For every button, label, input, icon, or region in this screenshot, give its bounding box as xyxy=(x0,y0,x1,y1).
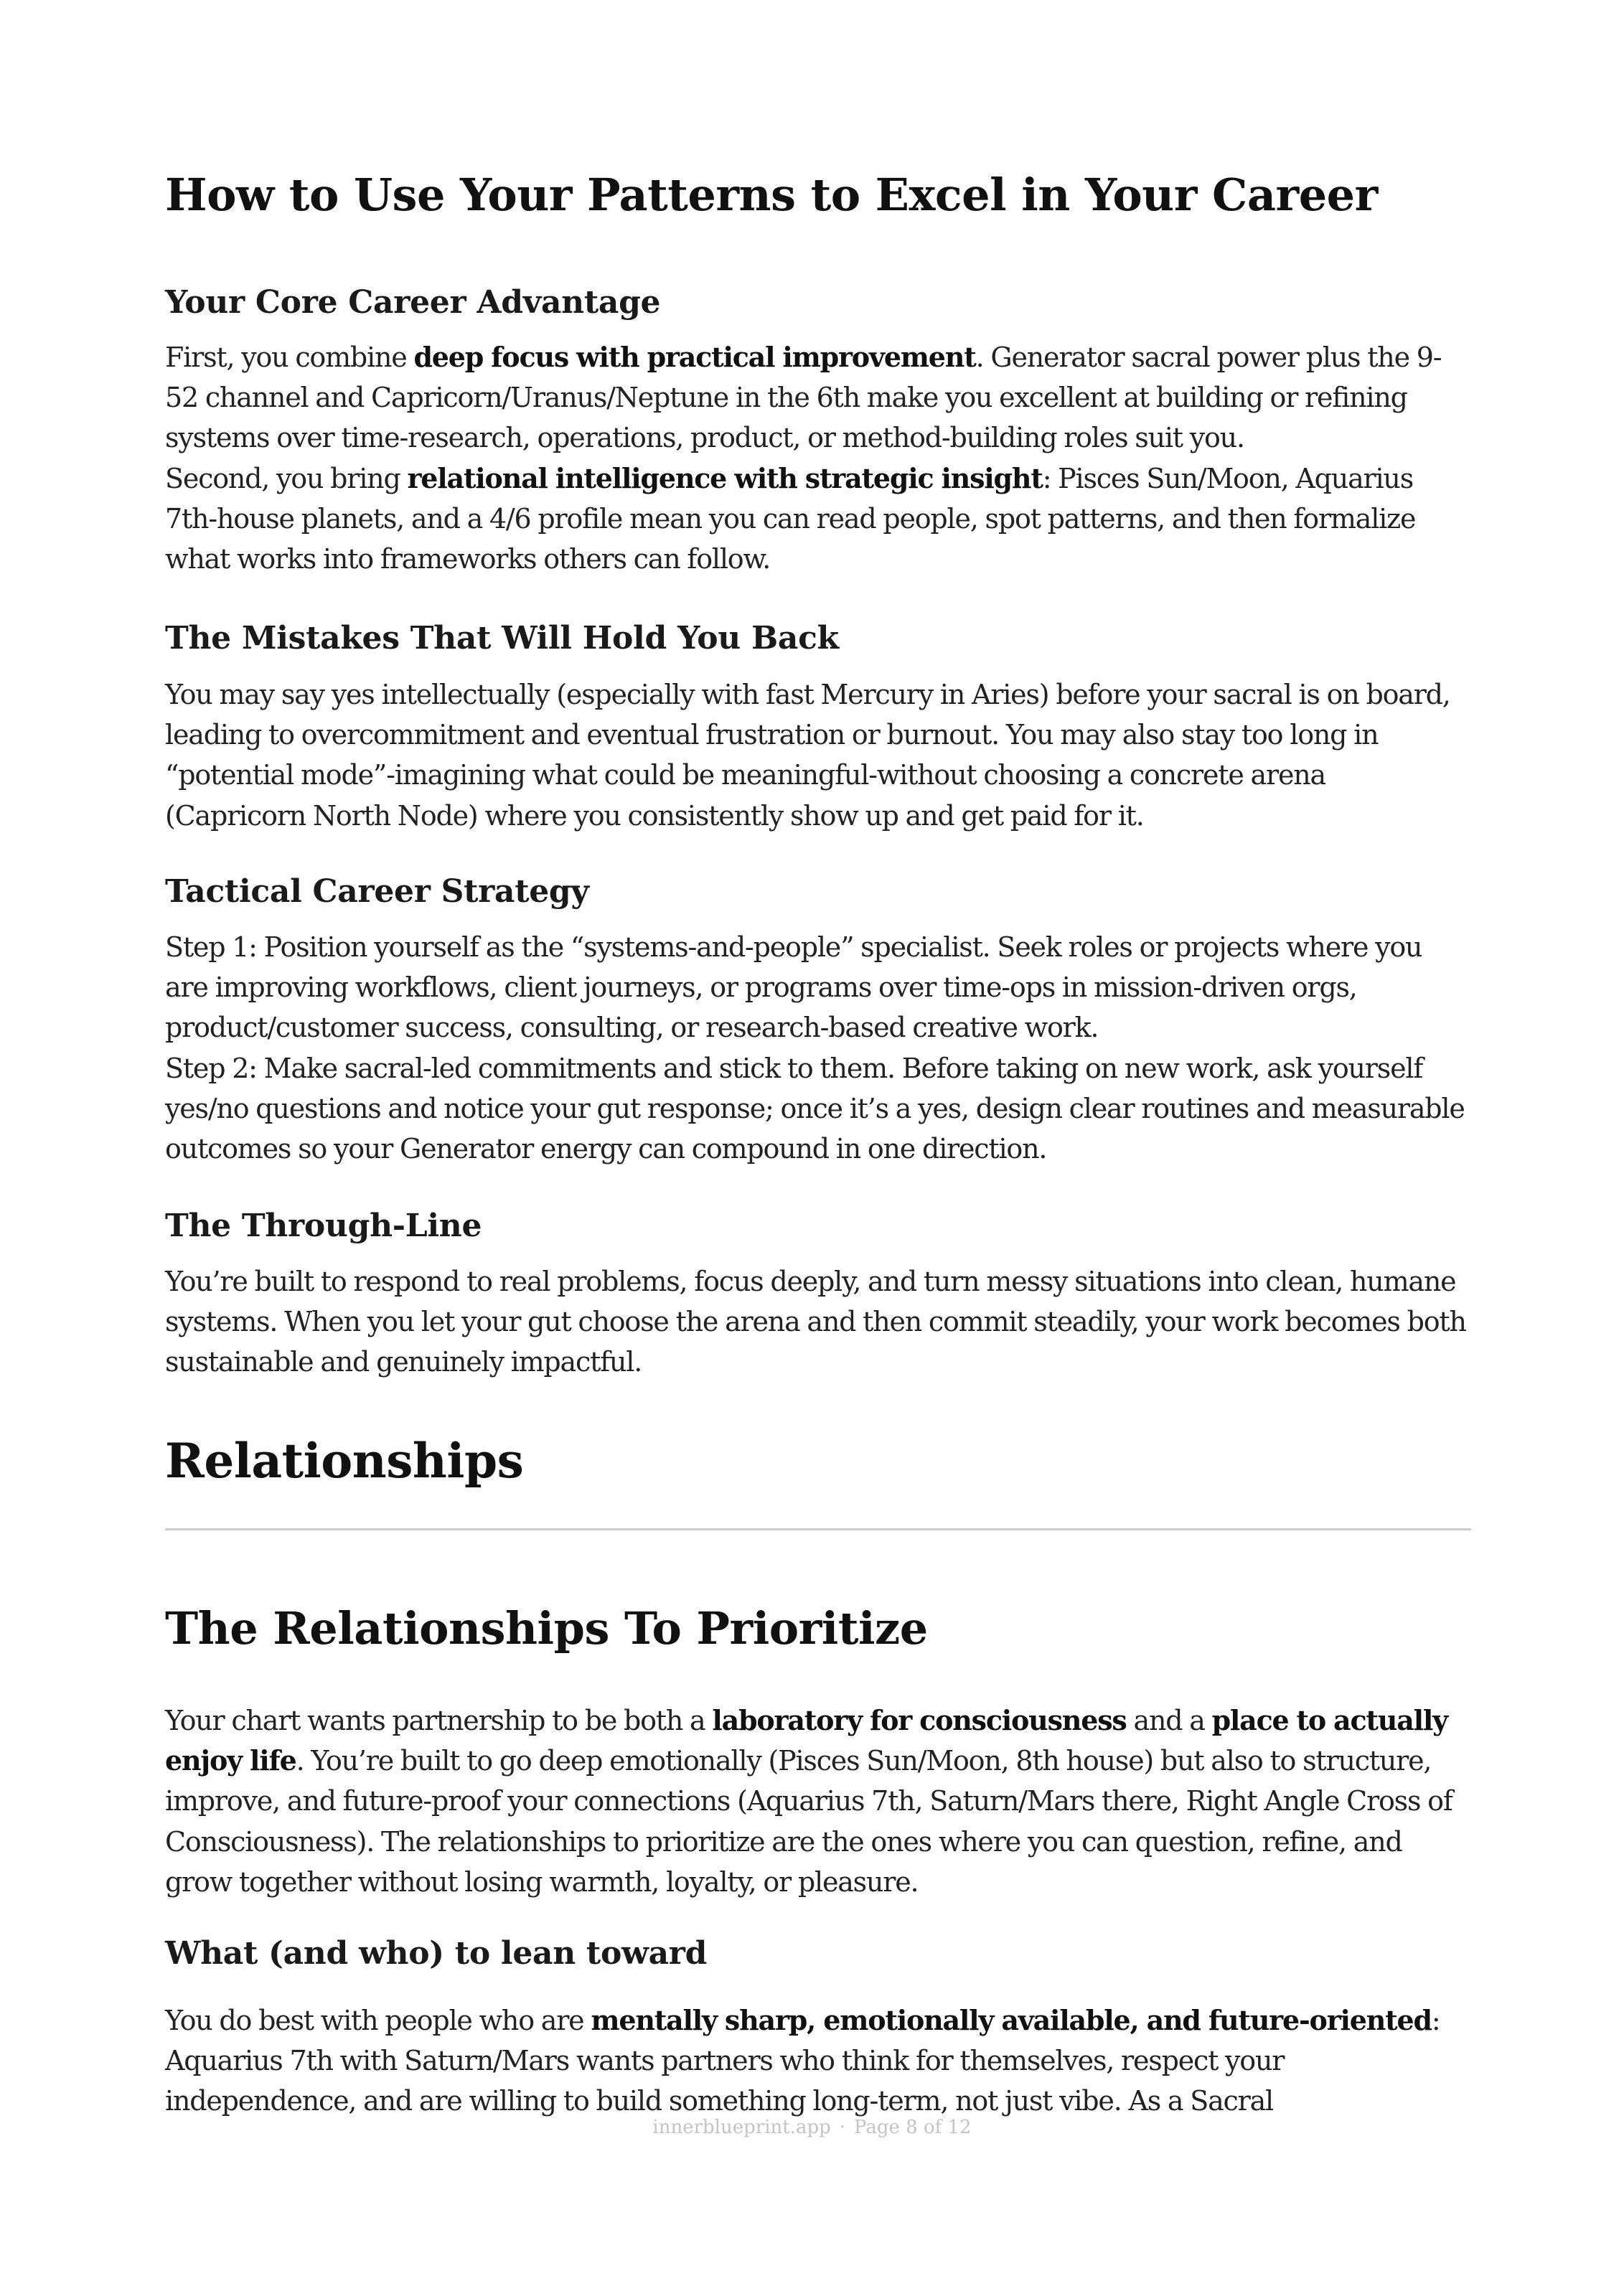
lean-paragraph xyxy=(165,2000,1471,2122)
advantage-p2-text: Second, you bring xyxy=(165,462,408,494)
prioritize-paragraph xyxy=(165,1700,1471,1902)
advantage-p1-emphasis: deep focus with practical improvement xyxy=(413,341,976,373)
advantage-p2-emphasis: relational intelligence with strategic insight xyxy=(407,461,1043,494)
prioritize-emphasis-1: laboratory for consciousness xyxy=(712,1704,1127,1736)
advantage-p1-text: First, you combine xyxy=(165,342,414,373)
advantage-p2-text-end: : Pisces Sun/Moon, Aquarius 7th-house planets, and a 4/6 profile mean you can read people, spot patterns, and then formalize what works into frameworks others can follow. xyxy=(165,462,1416,575)
prioritize-body xyxy=(165,1700,1471,1902)
lean-emphasis: mentally sharp, emotionally available, and future-oriented xyxy=(591,2004,1432,2036)
prioritize-text-c: and a xyxy=(1126,1705,1212,1736)
strategy-body xyxy=(165,927,1471,1169)
throughline-heading: The Through-Line xyxy=(165,1208,482,1244)
advantage-p1-text-end: . Generator sacral power plus the 9-52 channel and Capricorn/Uranus/Neptune in the 6th make you excellent at building or refining systems over time-research, operations, product, or method-building roles suit you. xyxy=(165,342,1442,454)
throughline-paragraph: You’re built to respond to real problems, focus deeply, and turn messy situations into clean, humane systems. When you let your gut choose the arena and then commit steadily, your work becomes both sustainable and genuinely impactful. xyxy=(165,1266,1466,1378)
advantage-heading: Your Core Career Advantage xyxy=(165,284,661,321)
footer-separator: · xyxy=(839,2117,846,2138)
footer-page-number: Page 8 of 12 xyxy=(854,2117,972,2138)
career-title: How to Use Your Patterns to Excel in Your Career xyxy=(165,169,1378,221)
advantage-paragraph-2 xyxy=(165,458,1471,580)
throughline-body xyxy=(165,1261,1471,1383)
lean-text-a: You do best with people who are xyxy=(165,2005,591,2036)
strategy-heading: Tactical Career Strategy xyxy=(165,873,589,910)
prioritize-text-a: Your chart wants partnership to be both a xyxy=(165,1705,713,1736)
prioritize-emphasis-2: place to actually enjoy life xyxy=(165,1704,1447,1777)
strategy-step-2: Step 2: Make sacral-led commitments and stick to them. Before taking on new work, ask yourself yes/no questions and notice your gut response; once it’s a yes, design clear routines and measurable outcomes so your Generator energy can compound in one direction. xyxy=(165,1052,1465,1165)
mistakes-heading: The Mistakes That Will Hold You Back xyxy=(165,620,839,657)
lean-heading: What (and who) to lean toward xyxy=(165,1935,708,1972)
mistakes-body xyxy=(165,674,1471,836)
lean-text-c: : Aquarius 7th with Saturn/Mars wants partners who think for themselves, respect your independence, and are willing to build something long-term, not just vibe. As a Sacral xyxy=(165,2005,1440,2117)
mistakes-paragraph: You may say yes intellectually (especially with fast Mercury in Aries) before your sacral is on board, leading to overcommitment and eventual frustration or burnout. You may also stay too long in “potential mode”-imagining what could be meaningful-without choosing a concrete arena (Capricorn North Node) where you consistently show up and get paid for it. xyxy=(165,679,1450,832)
strategy-step-1: Step 1: Position yourself as the “systems-and-people” specialist. Seek roles or projects where you are improving workflows, client journeys, or programs over time-ops in mission-driven orgs, product/customer success, consulting, or research-based creative work. xyxy=(165,931,1422,1044)
prioritize-title: The Relationships To Prioritize xyxy=(165,1602,928,1655)
section-divider xyxy=(165,1528,1471,1530)
page-footer xyxy=(0,2115,1624,2140)
lean-body xyxy=(165,2000,1471,2122)
advantage-body xyxy=(165,337,1471,579)
relationships-section-title: Relationships xyxy=(165,1433,524,1489)
footer-site: innerblueprint.app xyxy=(652,2117,831,2138)
prioritize-text-e: . You’re built to go deep emotionally (Pisces Sun/Moon, 8th house) but also to structure, improve, and future-proof your connections (Aquarius 7th, Saturn/Mars there, Right Angle Cross of Consciousness). The relationships to prioritize are the ones where you can question, refine, and grow together without losing warmth, loyalty, or pleasure. xyxy=(165,1745,1452,1898)
advantage-paragraph-1 xyxy=(165,337,1471,458)
